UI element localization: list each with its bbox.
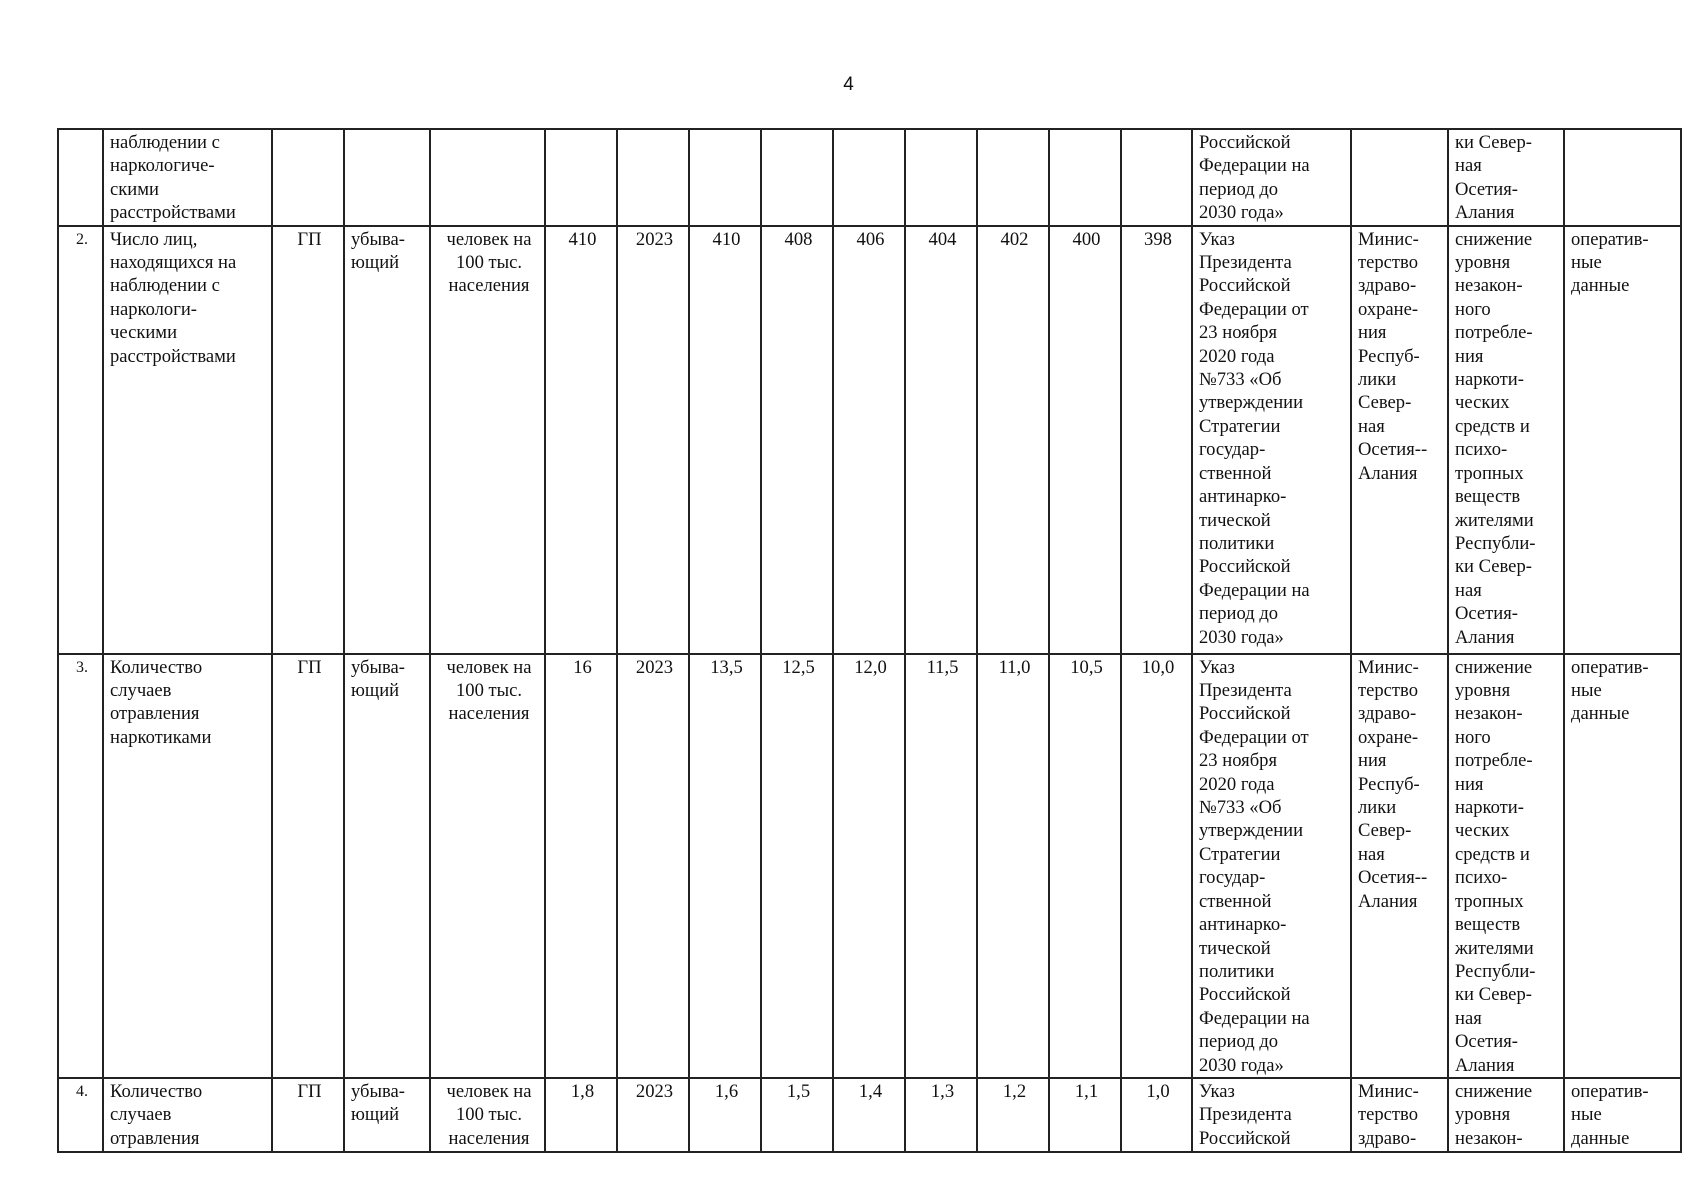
cell-result: ки Север- ная Осетия- Алания [1448,129,1564,226]
cell-responsible: Минис- терство здраво- [1351,1078,1448,1152]
cell-result: снижение уровня незакон- ного потребле- ния наркоти- ческих средств и психо- тропных веществ жителями Республи- ки Север- ная Осетия- Алания [1448,654,1564,1078]
cell-basis: Российской Федерации на период до 2030 года» [1192,129,1351,226]
cell-unit: человек на 100 тыс. населения [430,654,545,1078]
cell-value [833,129,905,226]
cell-value: 404 [905,226,977,654]
cell-value: 10,0 [1121,654,1192,1078]
cell-result: снижение уровня незакон- ного потребле- ния наркоти- ческих средств и психо- тропных веществ жителями Республи- ки Север- ная Осетия- Алания [1448,226,1564,654]
cell-indicator: Число лиц, находящихся на наблюдении с наркологи- ческими расстройствами [103,226,272,654]
cell-indicator: Количество случаев отравления [103,1078,272,1152]
cell-level: ГП [272,226,344,654]
cell-source [1564,129,1681,226]
cell-value [1049,129,1121,226]
cell-responsible: Минис- терство здраво- охране- ния Респуб- лики Север- ная Осетия-- Алания [1351,226,1448,654]
cell-unit: человек на 100 тыс. населения [430,226,545,654]
cell-value: 12,0 [833,654,905,1078]
cell-base-value [545,129,617,226]
cell-value: 410 [689,226,761,654]
cell-value: 12,5 [761,654,833,1078]
cell-value: 400 [1049,226,1121,654]
cell-source: оператив- ные данные [1564,654,1681,1078]
cell-responsible: Минис- терство здраво- охране- ния Респуб- лики Север- ная Осетия-- Алания [1351,654,1448,1078]
cell-num: 3. [58,654,103,1078]
cell-value: 13,5 [689,654,761,1078]
cell-level: ГП [272,654,344,1078]
cell-value: 1,0 [1121,1078,1192,1152]
cell-basis: Указ Президента Российской Федерации от 23 ноября 2020 года №733 «Об утверждении Стратегии государ- ственной антинарко- тической политики Российской Федерации на период до 2030 года» [1192,654,1351,1078]
cell-unit [430,129,545,226]
cell-value [689,129,761,226]
table-row [58,226,1681,654]
cell-value: 402 [977,226,1049,654]
cell-base-year [617,129,689,226]
cell-value: 408 [761,226,833,654]
cell-value: 1,6 [689,1078,761,1152]
cell-base-year: 2023 [617,654,689,1078]
cell-value: 1,2 [977,1078,1049,1152]
cell-result: снижение уровня незакон- [1448,1078,1564,1152]
cell-value: 1,4 [833,1078,905,1152]
cell-indicator: Количество случаев отравления наркотиками [103,654,272,1078]
cell-base-year: 2023 [617,1078,689,1152]
table-row [58,1078,1681,1152]
cell-source: оператив- ные данные [1564,1078,1681,1152]
cell-value: 406 [833,226,905,654]
cell-value: 398 [1121,226,1192,654]
cell-unit: человек на 100 тыс. населения [430,1078,545,1152]
cell-num [58,129,103,226]
cell-level: ГП [272,1078,344,1152]
cell-base-value: 16 [545,654,617,1078]
cell-value: 11,0 [977,654,1049,1078]
cell-trend [344,129,430,226]
cell-base-value: 410 [545,226,617,654]
cell-value: 1,1 [1049,1078,1121,1152]
cell-trend: убыва- ющий [344,226,430,654]
cell-value [1121,129,1192,226]
cell-trend: убыва- ющий [344,654,430,1078]
cell-level [272,129,344,226]
cell-trend: убыва- ющий [344,1078,430,1152]
cell-num: 4. [58,1078,103,1152]
cell-value: 1,5 [761,1078,833,1152]
table-row [58,654,1681,1078]
cell-basis: Указ Президента Российской Федерации от 23 ноября 2020 года №733 «Об утверждении Стратегии государ- ственной антинарко- тической политики Российской Федерации на период до 2030 года» [1192,226,1351,654]
cell-value: 1,3 [905,1078,977,1152]
cell-value [977,129,1049,226]
cell-value [905,129,977,226]
cell-value [761,129,833,226]
indicators-table [57,128,1682,1153]
cell-value: 10,5 [1049,654,1121,1078]
cell-base-value: 1,8 [545,1078,617,1152]
cell-source: оператив- ные данные [1564,226,1681,654]
cell-value: 11,5 [905,654,977,1078]
table-row-continuation [58,129,1681,226]
cell-indicator: наблюдении с наркологиче- скими расстройствами [103,129,272,226]
cell-basis: Указ Президента Российской [1192,1078,1351,1152]
cell-responsible [1351,129,1448,226]
cell-num: 2. [58,226,103,654]
page-number: 4 [843,74,854,95]
cell-base-year: 2023 [617,226,689,654]
